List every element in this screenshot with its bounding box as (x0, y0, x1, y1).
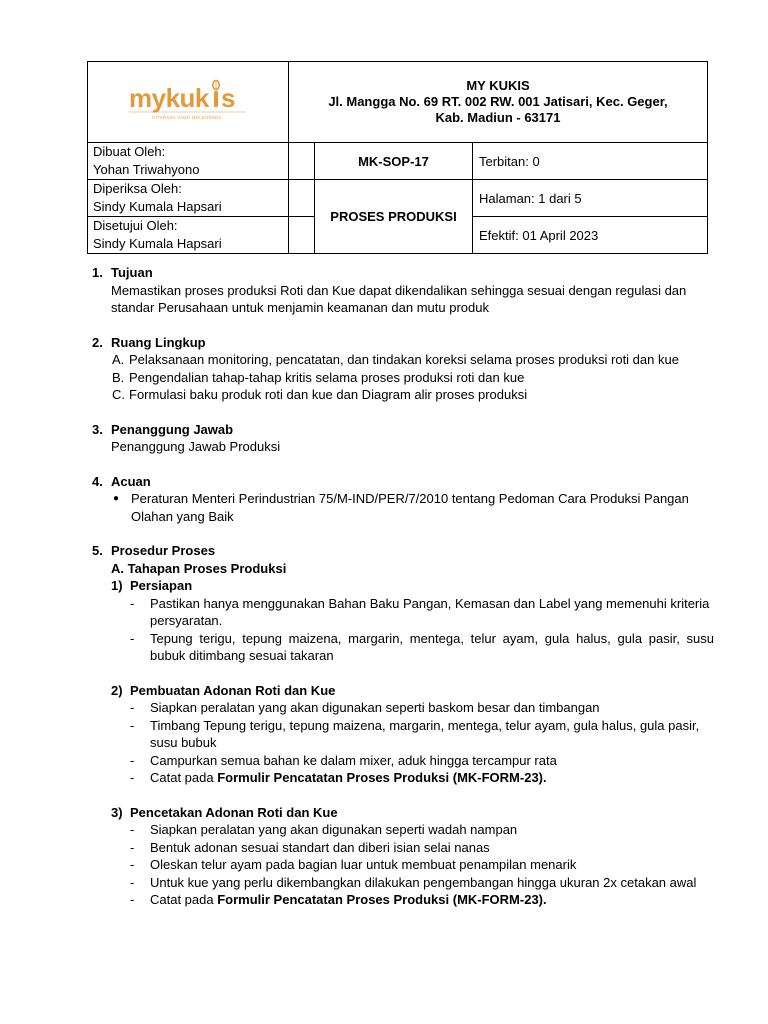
form-reference: Formulir Pencatatan Proses Produksi (MK-FORM-23). (217, 892, 547, 907)
section-heading (92, 334, 714, 352)
approved-by-cell (88, 217, 289, 254)
list-text: Campurkan semua bahan ke dalam mixer, aduk hingga tercampur rata (150, 752, 557, 768)
section-number: 3. (92, 421, 103, 437)
section-heading (92, 264, 714, 282)
empty-cell (289, 180, 315, 217)
dash-bullet: - (130, 770, 135, 785)
checked-by-label: Diperiksa Oleh: (93, 181, 182, 196)
approved-by-name: Sindy Kumala Hapsari (93, 236, 222, 251)
step-persiapan (92, 577, 714, 665)
list-item (92, 369, 714, 387)
dash-bullet: - (130, 822, 135, 837)
doc-title: PROSES PRODUKSI (315, 180, 473, 254)
list-item (92, 839, 714, 857)
list-item (92, 769, 714, 787)
step-heading (92, 804, 714, 822)
list-text-prefix: Catat pada (150, 892, 218, 907)
step-number: 3) (111, 804, 123, 820)
list-letter: C. (112, 387, 125, 402)
effective-date: Efektif: 01 April 2023 (473, 217, 708, 254)
section-heading (92, 542, 714, 560)
section-number: 5. (92, 543, 103, 558)
list-text: Pelaksanaan monitoring, pencatatan, dan tindakan koreksi selama proses produksi roti dan kue (129, 352, 679, 367)
list-text (150, 769, 714, 787)
list-item (92, 386, 714, 404)
dash-bullet: - (130, 595, 135, 611)
company-address-line1: Jl. Mangga No. 69 RT. 002 RW. 001 Jatisari, Kec. Geger, (328, 94, 668, 109)
section-number: 2. (92, 334, 103, 350)
svg-text:CITARASA YANG MELEGENDA: CITARASA YANG MELEGENDA (152, 114, 222, 120)
svg-text:s: s (221, 82, 236, 113)
list-item (92, 856, 714, 874)
list-text (150, 891, 714, 909)
section-title: Acuan (111, 473, 151, 489)
list-text: Bentuk adonan sesuai standart dan diberi isian selai nanas (150, 839, 490, 855)
list-letter: A. (112, 352, 125, 367)
issue-number: Terbitan: 0 (473, 143, 708, 180)
step-title: Pembuatan Adonan Roti dan Kue (130, 682, 336, 698)
dash-bullet: - (130, 857, 135, 872)
mykukis-logo-icon (125, 79, 251, 123)
list-item (92, 595, 714, 630)
checked-by-cell (88, 180, 289, 217)
step-pembuatan-adonan (92, 682, 714, 787)
empty-cell (289, 217, 315, 254)
subsection-title: A. Tahapan Proses Produksi (111, 560, 287, 576)
list-text: Timbang Tepung terigu, tepung maizena, margarin, mentega, telur ayam, gula halus, gula pasir, susu bubuk (150, 717, 700, 750)
list-item (92, 874, 714, 892)
document-header-table (87, 61, 708, 254)
section-penanggung-jawab (92, 421, 714, 456)
checked-by-name: Sindy Kumala Hapsari (93, 199, 222, 214)
list-text-prefix: Catat pada (150, 770, 218, 785)
section-prosedur (92, 542, 714, 909)
list-text: Tepung terigu, tepung maizena, margarin, mentega, telur ayam, gula halus, gula pasir, susu bubuk ditimbang sesuai takaran (150, 630, 714, 663)
dash-bullet: - (130, 630, 135, 646)
list-text: Peraturan Menteri Perindustrian 75/M-IND/PER/7/2010 tentang Pedoman Cara Produksi Pangan Olahan yang Baik (131, 491, 689, 524)
made-by-label: Dibuat Oleh: (93, 144, 166, 159)
document-body (92, 264, 714, 926)
company-logo (125, 79, 251, 123)
list-item (92, 752, 714, 770)
dash-bullet: - (130, 874, 135, 890)
page-number: Halaman: 1 dari 5 (473, 180, 708, 217)
made-by-name: Yohan Triwahyono (93, 162, 200, 177)
list-item (92, 490, 714, 525)
list-item (92, 351, 714, 369)
list-text: Pastikan hanya menggunakan Bahan Baku Pangan, Kemasan dan Label yang memenuhi kriteria persyaratan. (150, 595, 710, 628)
list-item (92, 891, 714, 909)
section-text: Penanggung Jawab Produksi (111, 439, 281, 454)
company-name: MY KUKIS (466, 78, 530, 93)
list-text: Oleskan telur ayam pada bagian luar untuk membuat penampilan menarik (150, 857, 577, 872)
list-text: Untuk kue yang perlu dikembangkan dilakukan pengembangan hingga ukuran 2x cetakan awal (150, 874, 697, 890)
section-number: 1. (92, 265, 103, 280)
dash-bullet: - (130, 752, 135, 768)
section-title: Penanggung Jawab (111, 421, 234, 437)
section-number: 4. (92, 473, 103, 489)
logo-cell (88, 62, 289, 143)
step-number: 1) (111, 578, 123, 593)
step-pencetakan-adonan (92, 804, 714, 909)
bullet-icon: ● (113, 493, 120, 504)
section-title: Prosedur Proses (111, 543, 216, 558)
company-address-line2: Kab. Madiun - 63171 (435, 110, 561, 125)
list-item (92, 630, 714, 665)
svg-text:mykuk: mykuk (129, 82, 209, 113)
section-heading (92, 473, 714, 491)
step-title: Pencetakan Adonan Roti dan Kue (130, 804, 338, 820)
company-info-cell (289, 62, 708, 143)
step-title: Persiapan (130, 578, 193, 593)
list-item (92, 717, 714, 752)
section-title: Tujuan (111, 265, 153, 280)
step-heading (92, 577, 714, 595)
list-text: Formulasi baku produk roti dan kue dan Diagram alir proses produksi (129, 387, 528, 402)
dash-bullet: - (130, 892, 135, 907)
list-item (92, 699, 714, 717)
empty-cell (289, 143, 315, 180)
dash-bullet: - (130, 839, 135, 855)
list-item (92, 821, 714, 839)
list-letter: B. (112, 369, 125, 385)
list-text: Pengendalian tahap-tahap kritis selama proses produksi roti dan kue (129, 369, 525, 385)
list-text: Siapkan peralatan yang akan digunakan seperti wadah nampan (150, 822, 518, 837)
section-title: Ruang Lingkup (111, 334, 206, 350)
step-heading (92, 682, 714, 700)
made-by-cell (88, 143, 289, 180)
section-heading (92, 421, 714, 439)
dash-bullet: - (130, 717, 135, 733)
doc-code: MK-SOP-17 (315, 143, 473, 180)
section-acuan (92, 473, 714, 526)
section-ruang-lingkup (92, 334, 714, 404)
approved-by-label: Disetujui Oleh: (93, 218, 178, 233)
section-text: Memastikan proses produksi Roti dan Kue dapat dikendalikan sehingga sesuai dengan regulasi dan standar Perusahaan untuk menjamin keamanan dan mutu produk (111, 282, 687, 315)
list-text: Siapkan peralatan yang akan digunakan seperti baskom besar dan timbangan (150, 700, 600, 715)
section-tujuan (92, 264, 714, 317)
dash-bullet: - (130, 700, 135, 715)
form-reference: Formulir Pencatatan Proses Produksi (MK-FORM-23). (217, 770, 547, 785)
step-number: 2) (111, 682, 123, 698)
